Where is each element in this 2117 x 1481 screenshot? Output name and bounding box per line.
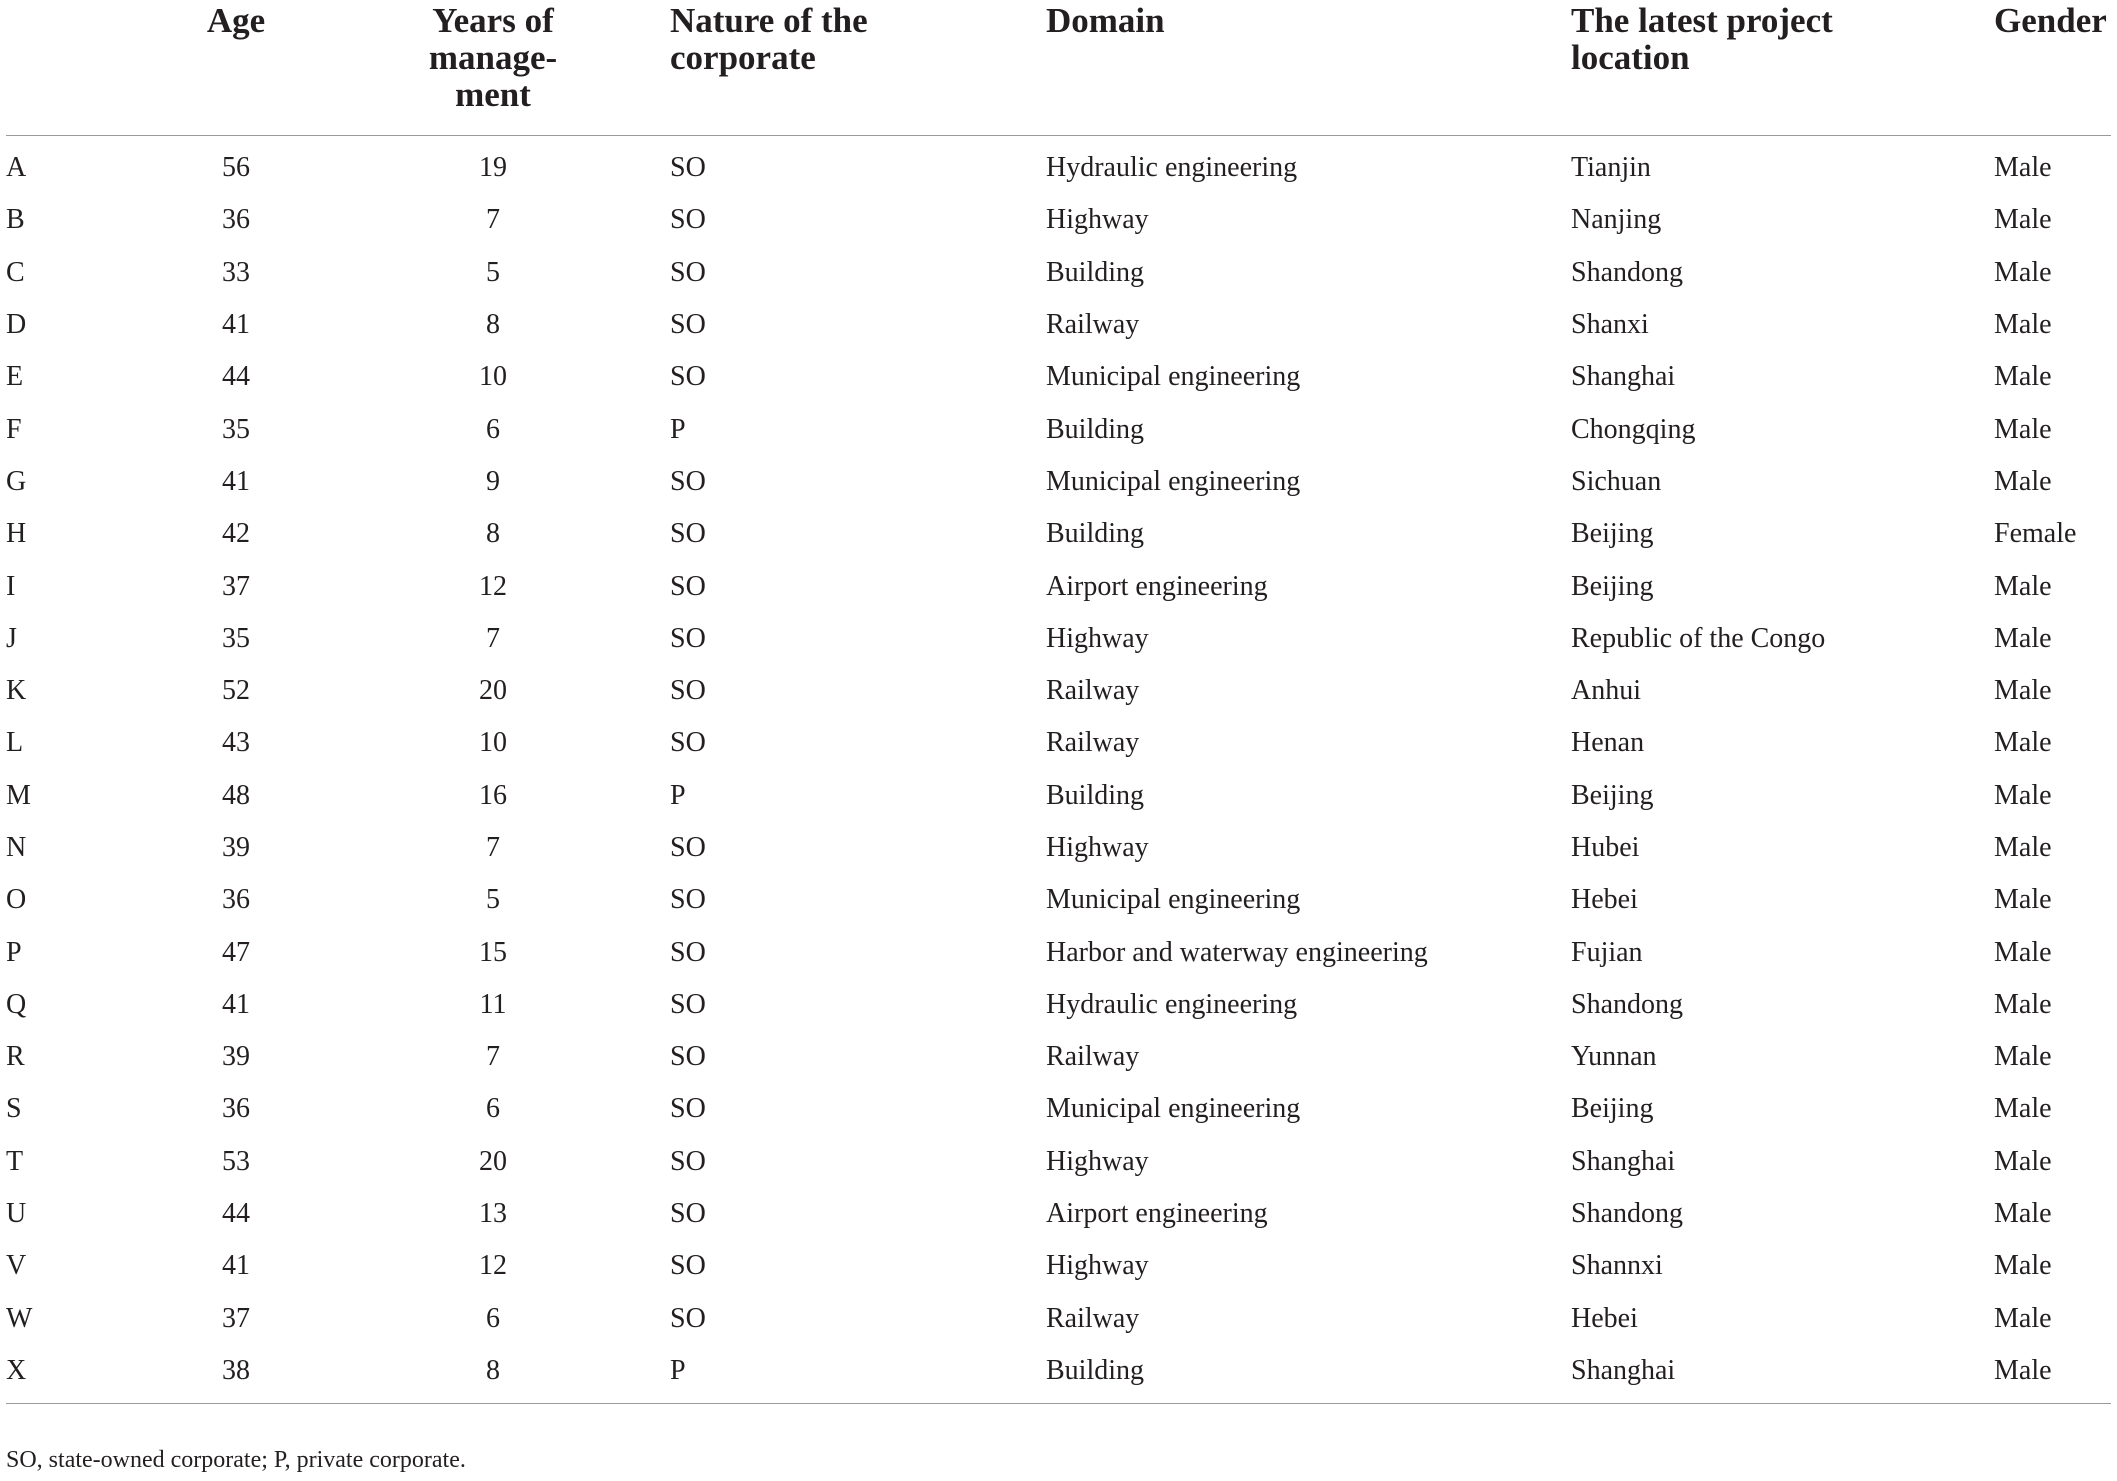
header-respondent <box>6 0 156 136</box>
cell-age: 36 <box>222 1093 250 1125</box>
cell-nature: SO <box>670 988 706 1020</box>
cell-nature: SO <box>670 884 706 916</box>
cell-age: 33 <box>222 256 250 288</box>
header-gender: Gender <box>1994 0 2111 136</box>
cell-location: Beijing <box>1571 570 1654 602</box>
cell-gender: Male <box>1994 152 2052 184</box>
cell-domain: Railway <box>1046 727 1140 759</box>
cell-gender: Male <box>1994 988 2052 1020</box>
cell-respondent: H <box>6 518 27 550</box>
cell-age: 41 <box>222 309 250 341</box>
cell-domain: Building <box>1046 1345 1571 1404</box>
cell-domain: Building <box>1046 413 1145 445</box>
table-row <box>6 1240 2111 1292</box>
table-row <box>6 1188 2111 1240</box>
cell-gender: Male <box>1994 1145 2052 1177</box>
cell-nature: SO <box>670 1145 706 1177</box>
cell-location: Henan <box>1571 727 1645 759</box>
cell-domain: Building <box>1046 779 1145 811</box>
cell-years-of-management: 20 <box>479 1145 507 1177</box>
cell-age: 48 <box>222 779 250 811</box>
cell-nature: SO <box>670 152 706 184</box>
cell-domain: Railway <box>1046 309 1140 341</box>
cell-domain: Airport engineering <box>1046 1198 1268 1230</box>
cell-respondent: P <box>6 936 22 968</box>
cell-respondent: R <box>6 1041 25 1073</box>
cell-years-of-management: 7 <box>486 204 500 236</box>
cell-respondent: W <box>6 1302 33 1334</box>
cell-nature: SO <box>670 465 706 497</box>
cell-location: Shanghai <box>1571 1345 1994 1404</box>
cell-gender: Male <box>1994 204 2052 236</box>
cell-years-of-management: 6 <box>486 413 500 445</box>
cell-respondent: K <box>6 675 27 707</box>
cell-location: Shannxi <box>1571 1250 1663 1282</box>
cell-age: 35 <box>222 622 250 654</box>
table-footnote: SO, state-owned corporate; P, private corporate. <box>6 1447 466 1473</box>
respondent-table <box>6 0 2111 1404</box>
cell-age: 37 <box>222 1302 250 1334</box>
table-row <box>6 247 2111 299</box>
cell-age: 41 <box>222 465 250 497</box>
cell-gender: Male <box>1994 832 2052 863</box>
cell-years-of-management: 11 <box>479 988 507 1020</box>
cell-nature: P <box>670 779 686 811</box>
cell-domain: Building <box>1046 518 1145 550</box>
cell-domain: Highway <box>1046 204 1149 236</box>
cell-gender: Male <box>1994 413 2052 445</box>
cell-nature: SO <box>670 675 706 707</box>
cell-gender: Male <box>1994 675 2052 707</box>
cell-location: Hebei <box>1571 884 1638 916</box>
table-header <box>6 0 2111 136</box>
cell-age: 47 <box>222 936 250 968</box>
cell-nature: SO <box>670 832 706 863</box>
cell-location: Chongqing <box>1571 413 1696 445</box>
cell-gender: Female <box>1994 518 2077 550</box>
cell-location: Beijing <box>1571 1093 1654 1125</box>
cell-domain: Highway <box>1046 622 1149 654</box>
cell-years-of-management: 20 <box>479 675 507 707</box>
cell-nature: P <box>670 1345 1046 1404</box>
header-age: Age <box>156 0 316 136</box>
table-row <box>6 456 2111 508</box>
cell-respondent: X <box>6 1345 156 1404</box>
cell-nature: SO <box>670 727 706 759</box>
cell-age: 56 <box>222 152 250 184</box>
header-location-line-2: location <box>1571 38 1690 77</box>
cell-age: 38 <box>156 1345 316 1404</box>
cell-years-of-management: 12 <box>479 1250 507 1282</box>
cell-years-of-management: 5 <box>486 256 500 288</box>
cell-location: Tianjin <box>1571 152 1651 184</box>
cell-years-of-management: 8 <box>316 1345 670 1404</box>
table-row <box>6 717 2111 769</box>
table-row <box>6 822 2111 874</box>
cell-age: 53 <box>222 1145 250 1177</box>
cell-gender: Male <box>1994 1302 2052 1334</box>
cell-gender: Male <box>1994 256 2052 288</box>
cell-age: 39 <box>222 832 250 863</box>
header-nature-line-1: Nature of the <box>670 1 868 40</box>
cell-nature: SO <box>670 256 706 288</box>
header-location-line-1: The latest project <box>1571 1 1833 40</box>
table-row <box>6 508 2111 560</box>
cell-location: Fujian <box>1571 936 1643 968</box>
cell-age: 42 <box>222 518 250 550</box>
header-years-of-management <box>316 0 670 136</box>
table-row <box>6 613 2111 665</box>
cell-respondent: F <box>6 413 22 445</box>
cell-nature: SO <box>670 1302 706 1334</box>
cell-location: Hubei <box>1571 832 1640 863</box>
cell-respondent: E <box>6 361 24 393</box>
cell-respondent: T <box>6 1145 24 1177</box>
cell-nature: SO <box>670 1093 706 1125</box>
cell-gender: Male <box>1994 884 2052 916</box>
cell-age: 52 <box>222 675 250 707</box>
cell-domain: Highway <box>1046 832 1149 863</box>
cell-age: 39 <box>222 1041 250 1073</box>
cell-respondent: J <box>6 622 17 654</box>
cell-domain: Municipal engineering <box>1046 465 1301 497</box>
cell-nature: SO <box>670 518 706 550</box>
cell-years-of-management: 8 <box>486 309 500 341</box>
cell-age: 44 <box>222 361 250 393</box>
table-row <box>6 1031 2111 1083</box>
cell-nature: SO <box>670 936 706 968</box>
cell-years-of-management: 6 <box>486 1093 500 1125</box>
header-domain: Domain <box>1046 0 1571 136</box>
cell-age: 41 <box>222 988 250 1020</box>
cell-location: Yunnan <box>1571 1041 1657 1073</box>
cell-gender: Male <box>1994 1041 2052 1073</box>
cell-respondent: O <box>6 884 27 916</box>
cell-respondent: B <box>6 204 25 236</box>
cell-age: 43 <box>222 727 250 759</box>
cell-years-of-management: 10 <box>479 727 507 759</box>
table-body <box>6 136 2111 1404</box>
cell-respondent: Q <box>6 988 27 1020</box>
cell-location: Shanghai <box>1571 1145 1676 1177</box>
cell-gender: Male <box>1994 1093 2052 1125</box>
cell-respondent: G <box>6 465 27 497</box>
cell-gender: Male <box>1994 570 2052 602</box>
cell-respondent: I <box>6 570 16 602</box>
cell-nature: SO <box>670 1250 706 1282</box>
cell-years-of-management: 5 <box>486 884 500 916</box>
cell-age: 36 <box>222 204 250 236</box>
cell-location: Nanjing <box>1571 204 1662 236</box>
cell-years-of-management: 6 <box>486 1302 500 1334</box>
cell-location: Shandong <box>1571 1198 1683 1230</box>
cell-age: 44 <box>222 1198 250 1230</box>
table-row <box>6 136 2111 195</box>
cell-respondent: S <box>6 1093 22 1125</box>
cell-location: Republic of the Congo <box>1571 622 1826 654</box>
table-row <box>6 194 2111 246</box>
cell-years-of-management: 9 <box>486 465 500 497</box>
cell-years-of-management: 8 <box>486 518 500 550</box>
header-years-line-2: manage- <box>428 38 558 77</box>
cell-gender: Male <box>1994 622 2052 654</box>
cell-location: Sichuan <box>1571 465 1662 497</box>
cell-age: 41 <box>222 1250 250 1282</box>
cell-nature: SO <box>670 622 706 654</box>
cell-respondent: A <box>6 152 27 184</box>
cell-nature: SO <box>670 204 706 236</box>
cell-gender: Male <box>1994 465 2052 497</box>
cell-nature: SO <box>670 1041 706 1073</box>
cell-gender: Male <box>1994 1345 2111 1404</box>
table-row <box>6 1345 2111 1404</box>
cell-nature: SO <box>670 361 706 393</box>
table-row <box>6 560 2111 612</box>
cell-age: 36 <box>222 884 250 916</box>
cell-gender: Male <box>1994 727 2052 759</box>
table-row <box>6 299 2111 351</box>
cell-domain: Hydraulic engineering <box>1046 988 1298 1020</box>
table-row <box>6 1293 2111 1345</box>
cell-nature: SO <box>670 309 706 341</box>
cell-domain: Airport engineering <box>1046 570 1268 602</box>
cell-years-of-management: 7 <box>486 832 500 863</box>
cell-years-of-management: 19 <box>479 152 507 184</box>
cell-respondent: C <box>6 256 25 288</box>
table-row <box>6 1083 2111 1135</box>
cell-gender: Male <box>1994 779 2052 811</box>
cell-domain: Railway <box>1046 1302 1140 1334</box>
cell-age: 35 <box>222 413 250 445</box>
header-years-line-3: ment <box>455 75 531 114</box>
cell-respondent: D <box>6 309 27 341</box>
table-row <box>6 874 2111 926</box>
header-project-location <box>1571 0 1994 136</box>
cell-gender: Male <box>1994 936 2052 968</box>
table-row <box>6 979 2111 1031</box>
cell-domain: Municipal engineering <box>1046 1093 1301 1125</box>
table-row <box>6 1136 2111 1188</box>
cell-respondent: N <box>6 832 27 863</box>
cell-domain: Municipal engineering <box>1046 884 1301 916</box>
cell-location: Shandong <box>1571 988 1683 1020</box>
header-row <box>6 0 2111 136</box>
header-nature-of-corporate <box>670 0 1046 136</box>
cell-location: Hebei <box>1571 1302 1638 1334</box>
cell-domain: Highway <box>1046 1145 1149 1177</box>
cell-gender: Male <box>1994 1250 2052 1282</box>
cell-domain: Harbor and waterway engineering <box>1046 936 1428 968</box>
table-row <box>6 665 2111 717</box>
cell-years-of-management: 7 <box>486 622 500 654</box>
table-row <box>6 926 2111 978</box>
cell-domain: Building <box>1046 256 1145 288</box>
cell-years-of-management: 12 <box>479 570 507 602</box>
cell-years-of-management: 10 <box>479 361 507 393</box>
cell-nature: P <box>670 413 686 445</box>
cell-domain: Railway <box>1046 1041 1140 1073</box>
table-row <box>6 403 2111 455</box>
cell-nature: SO <box>670 1198 706 1230</box>
cell-location: Shanxi <box>1571 309 1649 341</box>
cell-gender: Male <box>1994 309 2052 341</box>
cell-domain: Municipal engineering <box>1046 361 1301 393</box>
cell-location: Beijing <box>1571 518 1654 550</box>
cell-location: Shandong <box>1571 256 1683 288</box>
cell-years-of-management: 16 <box>479 779 507 811</box>
cell-domain: Highway <box>1046 1250 1149 1282</box>
cell-location: Shanghai <box>1571 361 1676 393</box>
cell-respondent: U <box>6 1198 27 1230</box>
cell-years-of-management: 7 <box>486 1041 500 1073</box>
cell-years-of-management: 13 <box>479 1198 507 1230</box>
cell-gender: Male <box>1994 361 2052 393</box>
cell-respondent: L <box>6 727 24 759</box>
header-years-line-1: Years of <box>432 1 554 40</box>
table-row <box>6 770 2111 822</box>
cell-gender: Male <box>1994 1198 2052 1230</box>
cell-age: 37 <box>222 570 250 602</box>
cell-respondent: M <box>6 779 31 811</box>
table-row <box>6 351 2111 403</box>
cell-nature: SO <box>670 570 706 602</box>
cell-domain: Hydraulic engineering <box>1046 152 1298 184</box>
cell-domain: Railway <box>1046 675 1140 707</box>
cell-location: Beijing <box>1571 779 1654 811</box>
header-nature-line-2: corporate <box>670 38 816 77</box>
cell-respondent: V <box>6 1250 27 1282</box>
cell-years-of-management: 15 <box>479 936 507 968</box>
cell-location: Anhui <box>1571 675 1641 707</box>
